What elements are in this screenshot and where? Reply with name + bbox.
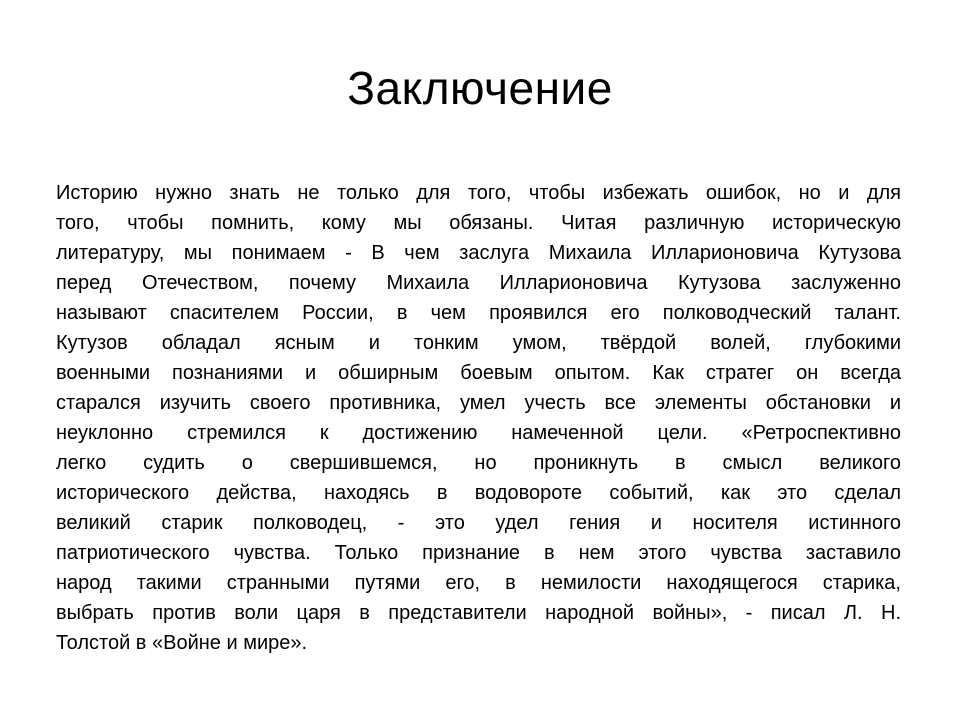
paragraph-text-line: патриотического чувства. Только признание в нем этого чувства заставило — [56, 542, 901, 564]
paragraph-text-line: называют спасителем России, в чем проявился его полководческий талант. — [56, 302, 901, 324]
paragraph-text-line: выбрать против воли царя в представители народной войны», - писал Л. Н. — [56, 602, 901, 624]
paragraph-text-line: Кутузов обладал ясным и тонким умом, твёрдой волей, глубокими — [56, 332, 901, 354]
paragraph-text-line: старался изучить своего противника, умел учесть все элементы обстановки и — [56, 392, 901, 414]
paragraph-text-line: неуклонно стремился к достижению намеченной цели. «Ретроспективно — [56, 422, 901, 444]
paragraph-text-line: народ такими странными путями его, в немилости находящегося старика, — [56, 572, 901, 594]
paragraph-text-line: того, чтобы помнить, кому мы обязаны. Читая различную историческую — [56, 212, 901, 234]
paragraph-text-line: Историю нужно знать не только для того, чтобы избежать ошибок, но и для — [56, 182, 901, 204]
slide-body-paragraph — [56, 178, 901, 658]
paragraph-text-line: исторического действа, находясь в водовороте событий, как это сделал — [56, 482, 901, 504]
paragraph-text-line: легко судить о свершившемся, но проникнуть в смысл великого — [56, 452, 901, 474]
paragraph-text-line: военными познаниями и обширным боевым опытом. Как стратег он всегда — [56, 362, 901, 384]
slide-title: Заключение — [347, 62, 613, 114]
paragraph-text-line: литературу, мы понимаем - В чем заслуга Михаила Илларионовича Кутузова — [56, 242, 901, 264]
paragraph-text-line: перед Отечеством, почему Михаила Илларионовича Кутузова заслуженно — [56, 272, 901, 294]
paragraph-text-line: Толстой в «Войне и мире». — [56, 632, 308, 654]
paragraph-text-line: великий старик полководец, - это удел гения и носителя истинного — [56, 512, 901, 534]
